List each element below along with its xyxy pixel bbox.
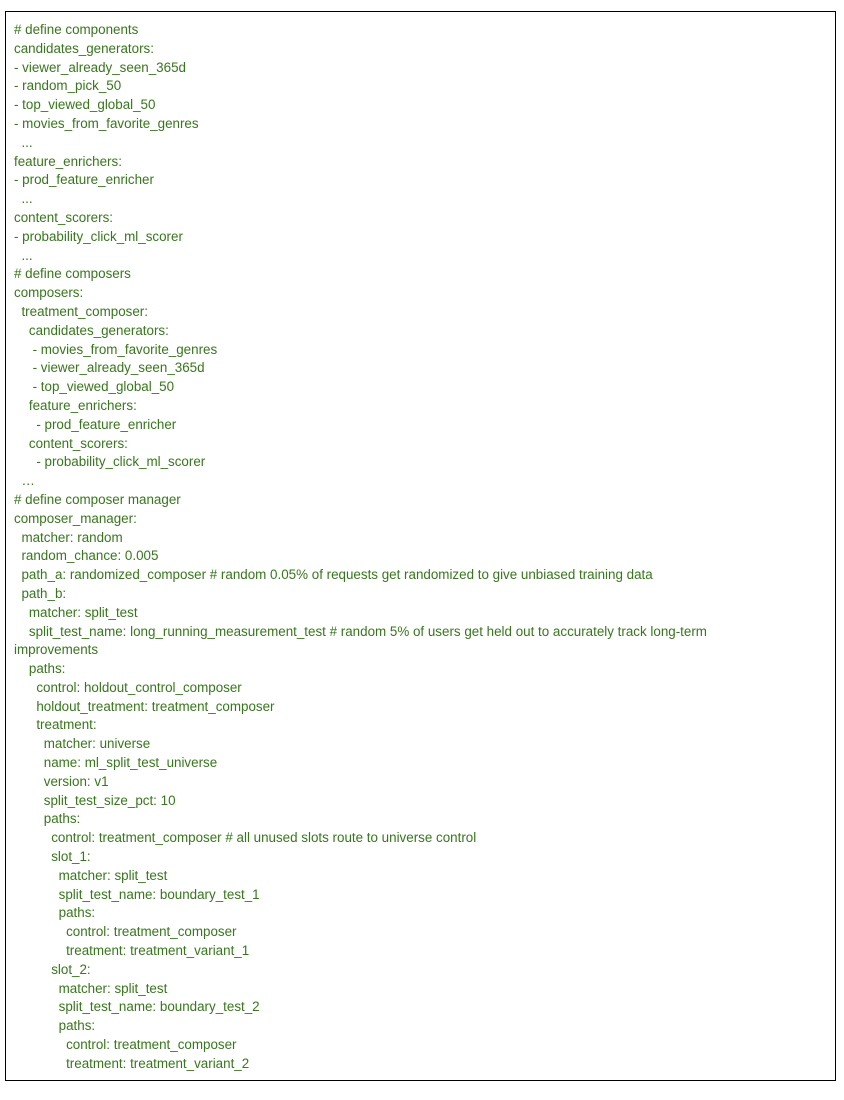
code-line: - top_viewed_global_50 [14, 379, 175, 395]
code-line: treatment: treatment_variant_1 [14, 943, 250, 959]
code-line: - movies_from_favorite_genres [14, 341, 218, 357]
code-line: - prod_feature_enricher [14, 172, 154, 188]
code-line: split_test_name: boundary_test_2 [14, 999, 260, 1015]
code-line: - probability_click_ml_scorer [14, 228, 183, 244]
code-line: random_chance: 0.005 [14, 548, 159, 564]
code-line: - top_viewed_global_50 [14, 97, 156, 113]
code-line: matcher: split_test [14, 604, 138, 620]
code-line: matcher: universe [14, 736, 151, 752]
code-line: split_test_name: boundary_test_1 [14, 886, 260, 902]
code-line: candidates_generators: [14, 40, 154, 56]
code-line: composer_manager: [14, 510, 137, 526]
code-line: path_b: [14, 585, 67, 601]
code-line: feature_enrichers: [14, 397, 137, 413]
code-line: - prod_feature_enricher [14, 416, 177, 432]
code-line: ... [14, 134, 33, 150]
code-line: ... [14, 191, 33, 207]
code-line: control: treatment_composer # all unused slots route to universe control [14, 830, 477, 846]
code-line: content_scorers: [14, 209, 113, 225]
code-line: paths: [14, 811, 81, 827]
code-line: slot_2: [14, 961, 91, 977]
config-code-block [5, 11, 836, 1081]
code-line: - probability_click_ml_scorer [14, 454, 206, 470]
code-line: # define components [14, 22, 139, 37]
code-line: - random_pick_50 [14, 78, 122, 94]
code-line: - viewer_already_seen_365d [14, 59, 186, 75]
code-line: composers: [14, 285, 84, 301]
code-line: improvements [14, 642, 99, 658]
code-line: control: treatment_composer [14, 924, 237, 940]
code-line: control: treatment_composer [14, 1037, 237, 1053]
code-line: matcher: random [14, 529, 123, 545]
code-line: holdout_treatment: treatment_composer [14, 698, 275, 714]
code-line: name: ml_split_test_universe [14, 755, 218, 771]
code-line: split_test_size_pct: 10 [14, 792, 176, 808]
code-line: control: holdout_control_composer [14, 679, 242, 695]
code-line: split_test_name: long_running_measurement_test # random 5% of users get held out to accurately track long-term [14, 623, 707, 639]
code-line: treatment_composer: [14, 303, 148, 319]
code-line: content_scorers: [14, 435, 128, 451]
code-line: matcher: split_test [14, 980, 168, 996]
code-line: ... [14, 247, 33, 263]
code-line: version: v1 [14, 773, 109, 789]
code-line: paths: [14, 661, 66, 677]
code-line: paths: [14, 1018, 96, 1034]
code-line: matcher: split_test [14, 867, 168, 883]
code-line: … [14, 473, 35, 489]
code-line: path_a: randomized_composer # random 0.05% of requests get randomized to give unbiased training data [14, 567, 653, 583]
code-line: - viewer_already_seen_365d [14, 360, 205, 376]
code-line: slot_1: [14, 849, 91, 865]
code-line: # define composers [14, 266, 131, 282]
code-lines [14, 21, 831, 1074]
code-line: # define composer manager [14, 491, 181, 507]
code-line: candidates_generators: [14, 322, 169, 338]
code-line: feature_enrichers: [14, 153, 122, 169]
code-line: - movies_from_favorite_genres [14, 115, 199, 131]
code-line: treatment: treatment_variant_2 [14, 1055, 250, 1071]
code-line: treatment: [14, 717, 97, 733]
code-line: paths: [14, 905, 96, 921]
